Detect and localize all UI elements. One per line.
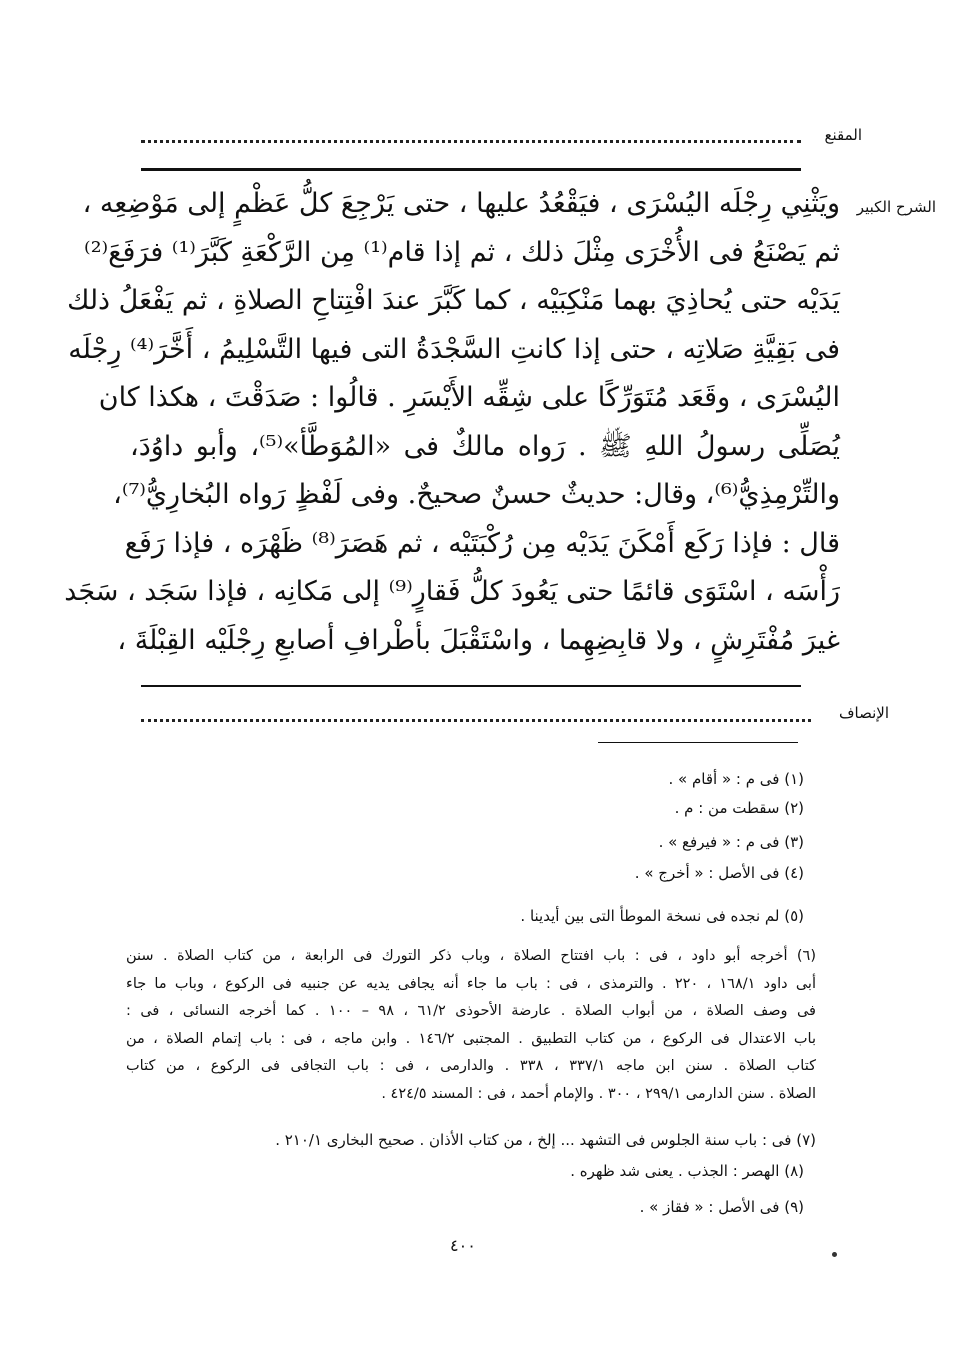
- main-text-line: غيرَ مُفْتَرِشٍ ، ولا قابِضِهِما ، واسْتَقْبَلَ بأطْرافِ أصابعِ رِجْلَيْه القِبْلَةَ ،: [117, 624, 840, 656]
- main-text-block: [64, 180, 840, 665]
- main-text-line: ثم يَصْنَعُ فى الأُخْرَى مِثْلَ ذلك ، ثم إذا قام⁽¹⁾ مِن الرَّكْعَةِ كَبَّرَ⁽¹⁾ فرَفَعَ⁽²⁾: [84, 236, 840, 268]
- main-text-line: والتِّرْمِذِيُّ⁽⁶⁾، وقال: حديثٌ حسنٌ صحيحٌ. وفى لَفْظٍ رَواه البُخارِيُّ⁽⁷⁾،: [113, 479, 840, 510]
- footnote-5: (٥) لم نجده فى نسخة الموطأ التى بين أيدينا .: [520, 907, 804, 925]
- footnote-6-line: باب الاعتدال فى الركوع ، من كتاب التطبيق . المجتبى ١٤٦/٢ . وابن ماجه ، فى : باب إتمام الصلاة ، من: [126, 1030, 816, 1047]
- footnote-6: [126, 943, 816, 1109]
- main-text-line: فى بَقِيَّةِ صَلاتِه ، حتى إذا كانتِ السَّجْدَةُ التى فيها التَّسْلِيمُ ، أَخَّرَ⁽⁴⁾ رِجْلَه: [68, 333, 840, 365]
- footnote-7: (٧) فى : باب سنة الجلوس فى التشهد ... إلخ ، من كتاب الأذان . صحيح البخارى ٢١٠/١ .: [275, 1131, 816, 1149]
- main-text-line: اليُسْرَى ، وقَعَد مُتَوَرِّكًا على شِقِّه الأَيْسَرِ . قالُوا : صَدَقْتَ ، هكذا كان: [98, 382, 840, 413]
- footnote-6-line: فى وصف الصلاة ، من أبواب الصلاة . عارضة الأحوذى ٦١/٢ ، ٩٨ – ١٠٠ . كما أخرجه النسائى ، فى :: [126, 1003, 816, 1020]
- book-title-label: المقنع: [824, 126, 862, 144]
- main-text-line: ويَثْنِي رِجْلَه اليُسْرَى ، فيَقْعُدُ عليها ، حتى يَرْجِعَ كلُّ عَظْمٍ إلى مَوْضِعِه ،: [82, 188, 840, 219]
- footnote-1: (١) فى م : « أقام » .: [668, 770, 804, 788]
- footnote-separator: [598, 742, 798, 743]
- footnote-6-line: (٦) أخرجه أبو داود ، فى : باب افتتاح الصلاة ، وباب ذكر التورك فى الرابعة ، من كتاب الصلاة . سنن: [126, 948, 816, 964]
- footnote-4: (٤) فى الأصل : « أخرج » .: [634, 864, 804, 882]
- footnote-2: (٢) سقطت من : م .: [674, 799, 804, 817]
- page-number: ٤٠٠: [450, 1236, 476, 1255]
- footnote-3: (٣) فى م : « فيرفع » .: [658, 833, 804, 851]
- footnote-6-line: كتاب الصلاة . سنن ابن ماجه ٣٣٧/١ ، ٣٣٨ . والدارمى ، فى : باب التجافى فى الركوع ، من كتاب: [126, 1058, 816, 1075]
- section-rule: [141, 685, 801, 687]
- footnote-6-line: أبى داود ١٦٨/١ ، ٢٢٠ . والترمذى ، فى : باب ما جاء أنه يجافى يديه عن جنبيه فى الركوع ، وباب ما جاء: [126, 975, 816, 992]
- header-rule: [141, 168, 801, 171]
- insaf-title-label: الإنصاف: [838, 704, 889, 722]
- main-text-line: رَأْسَه ، اسْتَوَى قائمًا حتى يَعُودَ كلُّ فَقارٍ⁽⁹⁾ إلى مَكانِه ، فإذا سَجَد ، سَجَد: [64, 576, 840, 607]
- footnote-6-line: الصلاة . سنن الدارمى ٢٩٩/١ ، ٣٠٠ . والإمام أحمد ، فى : المسند ٤٢٤/٥ .: [381, 1085, 816, 1102]
- main-text-line: قال : فإذا رَكَع أَمْكَنَ يَدَيْه مِن رُكْبَتَيْه ، ثم هَصَرَ⁽⁸⁾ ظَهْرَه ، فإذا رَفَع: [124, 527, 840, 559]
- footnote-8: (٨) الهصر : الجذب . يعنى شد ظهره .: [570, 1162, 804, 1180]
- main-text-line: يُصَلِّى رسولُ اللهِ ﷺ . رَواه مالكٌ فى «المُوَطَّأ»⁽⁵⁾، وأبو داوُدَ،: [130, 430, 840, 462]
- commentary-title-label: الشرح الكبير: [856, 198, 936, 216]
- footnote-9: (٩) فى الأصل : « فقاز » .: [639, 1198, 804, 1216]
- scan-speck: [832, 1252, 837, 1257]
- main-text-line: يَدَيْه حتى يُحاذِيَ بهما مَنْكِبَيْه ، كما كَبَّرَ عندَ افْتِتاحِ الصلاةِ ، ثم يَفْعَلُ ذلك: [67, 285, 840, 316]
- insaf-dotted-line: [141, 705, 811, 722]
- header-dotted-line: [141, 126, 801, 143]
